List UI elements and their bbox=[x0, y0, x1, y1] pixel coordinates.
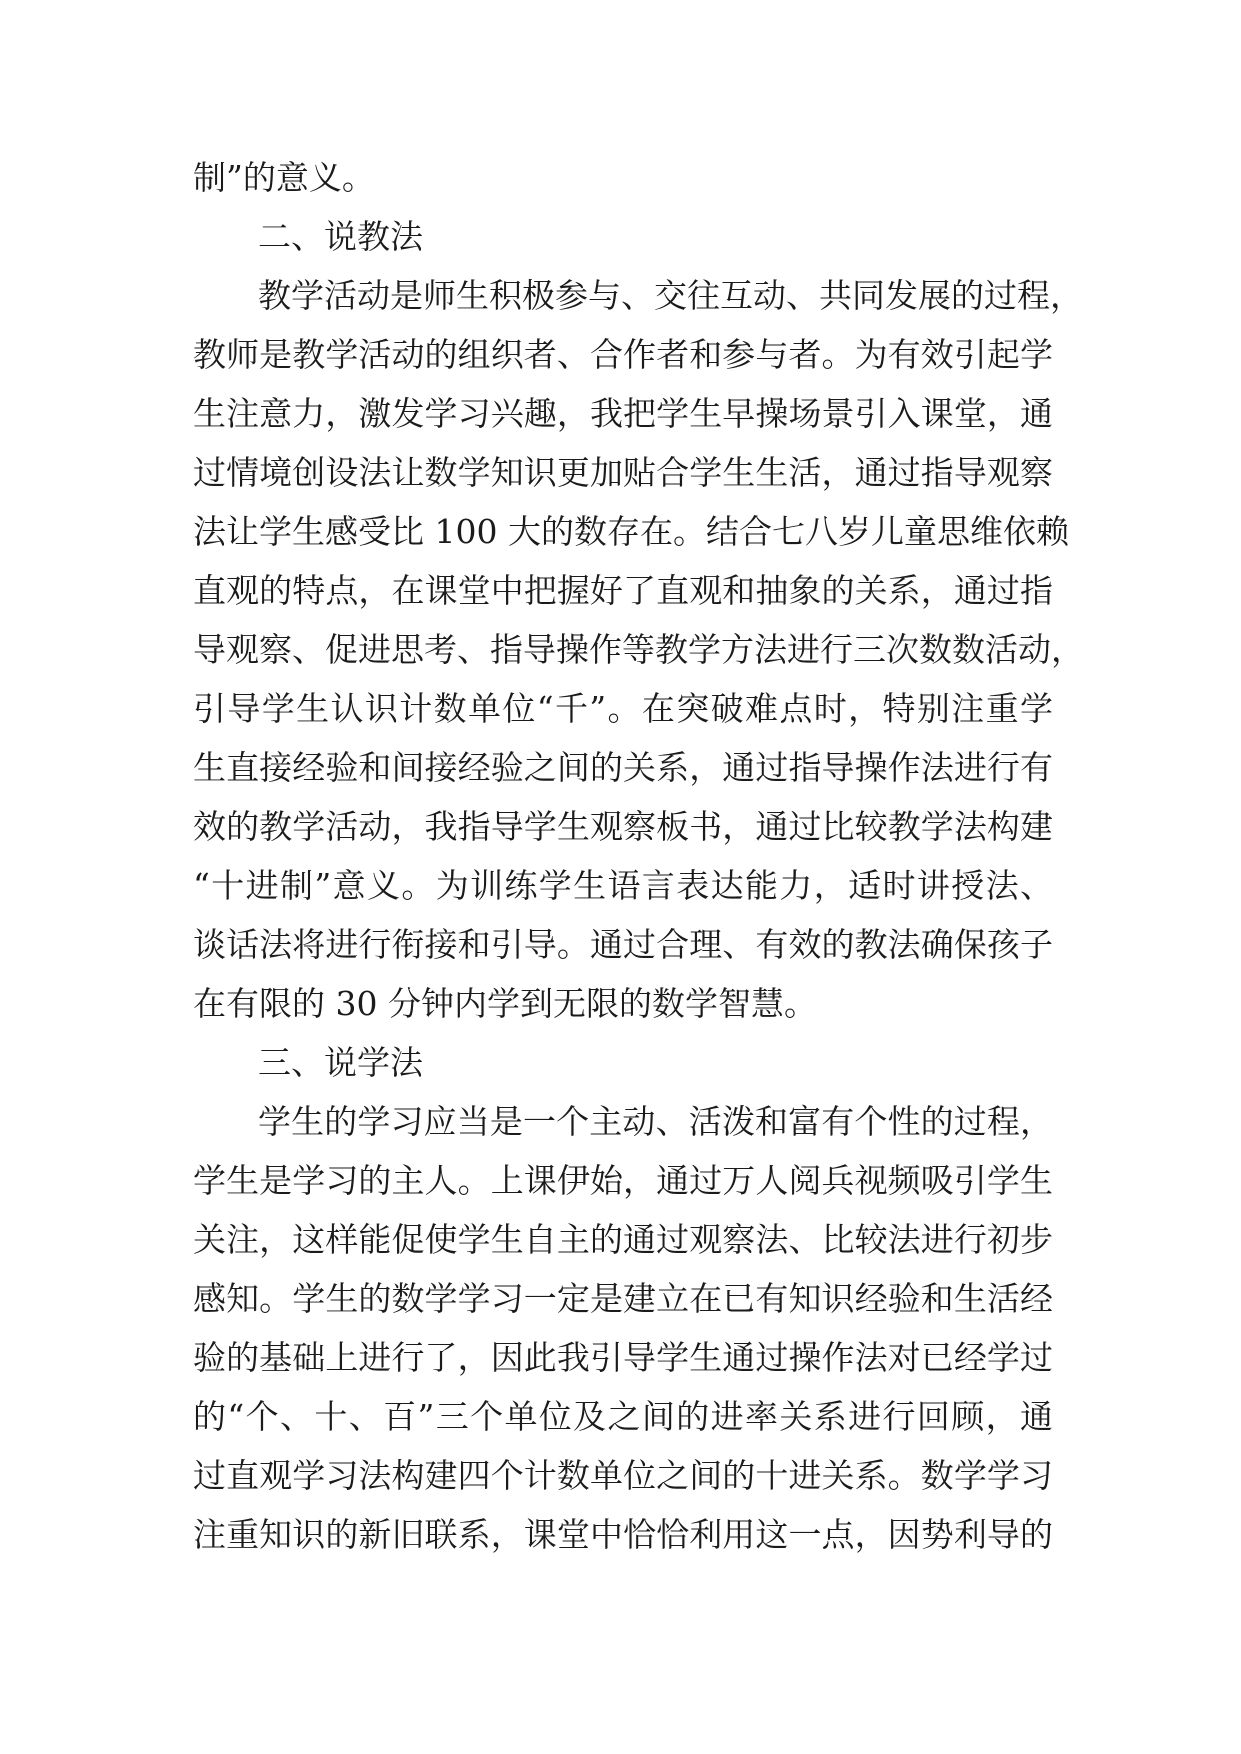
paragraph-line: 生直接经验和间接经验之间的关系，通过指导操作法进行有 bbox=[193, 748, 1053, 787]
paragraph-line: 学生的学习应当是一个主动、活泼和富有个性的过程， bbox=[258, 1102, 1053, 1141]
section-heading-learning-methods: 三、说学法 bbox=[258, 1043, 423, 1082]
paragraph-line: 的“个、十、百”三个单位及之间的进率关系进行回顾，通 bbox=[193, 1397, 1053, 1436]
paragraph-line: 生注意力，激发学习兴趣，我把学生早操场景引入课堂，通 bbox=[193, 394, 1053, 433]
paragraph-line: 引导学生认识计数单位“千”。在突破难点时，特别注重学 bbox=[193, 689, 1053, 728]
paragraph-line: 导观察、促进思考、指导操作等教学方法进行三次数数活动， bbox=[193, 630, 1084, 669]
paragraph-line: 教学活动是师生积极参与、交往互动、共同发展的过程， bbox=[258, 276, 1083, 315]
paragraph-line: 关注，这样能促使学生自主的通过观察法、比较法进行初步 bbox=[193, 1220, 1053, 1259]
paragraph-line: 过直观学习法构建四个计数单位之间的十进关系。数学学习 bbox=[193, 1456, 1053, 1495]
paragraph-line: 效的教学活动，我指导学生观察板书，通过比较教学法构建 bbox=[193, 807, 1053, 846]
paragraph-line: 教师是教学活动的组织者、合作者和参与者。为有效引起学 bbox=[193, 335, 1053, 374]
paragraph-line: 在有限的 30 分钟内学到无限的数学智慧。 bbox=[193, 984, 817, 1023]
paragraph-line: 感知。学生的数学学习一定是建立在已有知识经验和生活经 bbox=[193, 1279, 1053, 1318]
paragraph-line: 学生是学习的主人。上课伊始，通过万人阅兵视频吸引学生 bbox=[193, 1161, 1053, 1200]
paragraph-line: 法让学生感受比 100 大的数存在。结合七八岁儿童思维依赖 bbox=[193, 512, 1069, 551]
paragraph-line: 过情境创设法让数学知识更加贴合学生生活，通过指导观察 bbox=[193, 453, 1053, 492]
paragraph-line: 制”的意义。 bbox=[193, 158, 375, 197]
paragraph-line: 注重知识的新旧联系，课堂中恰恰利用这一点，因势利导的 bbox=[193, 1515, 1053, 1554]
paragraph-line: 直观的特点，在课堂中把握好了直观和抽象的关系，通过指 bbox=[193, 571, 1053, 610]
paragraph-line: “十进制”意义。为训练学生语言表达能力，适时讲授法、 bbox=[193, 866, 1053, 905]
paragraph-line: 谈话法将进行衔接和引导。通过合理、有效的教法确保孩子 bbox=[193, 925, 1053, 964]
section-heading-teaching-methods: 二、说教法 bbox=[258, 217, 423, 256]
paragraph-line: 验的基础上进行了，因此我引导学生通过操作法对已经学过 bbox=[193, 1338, 1053, 1377]
